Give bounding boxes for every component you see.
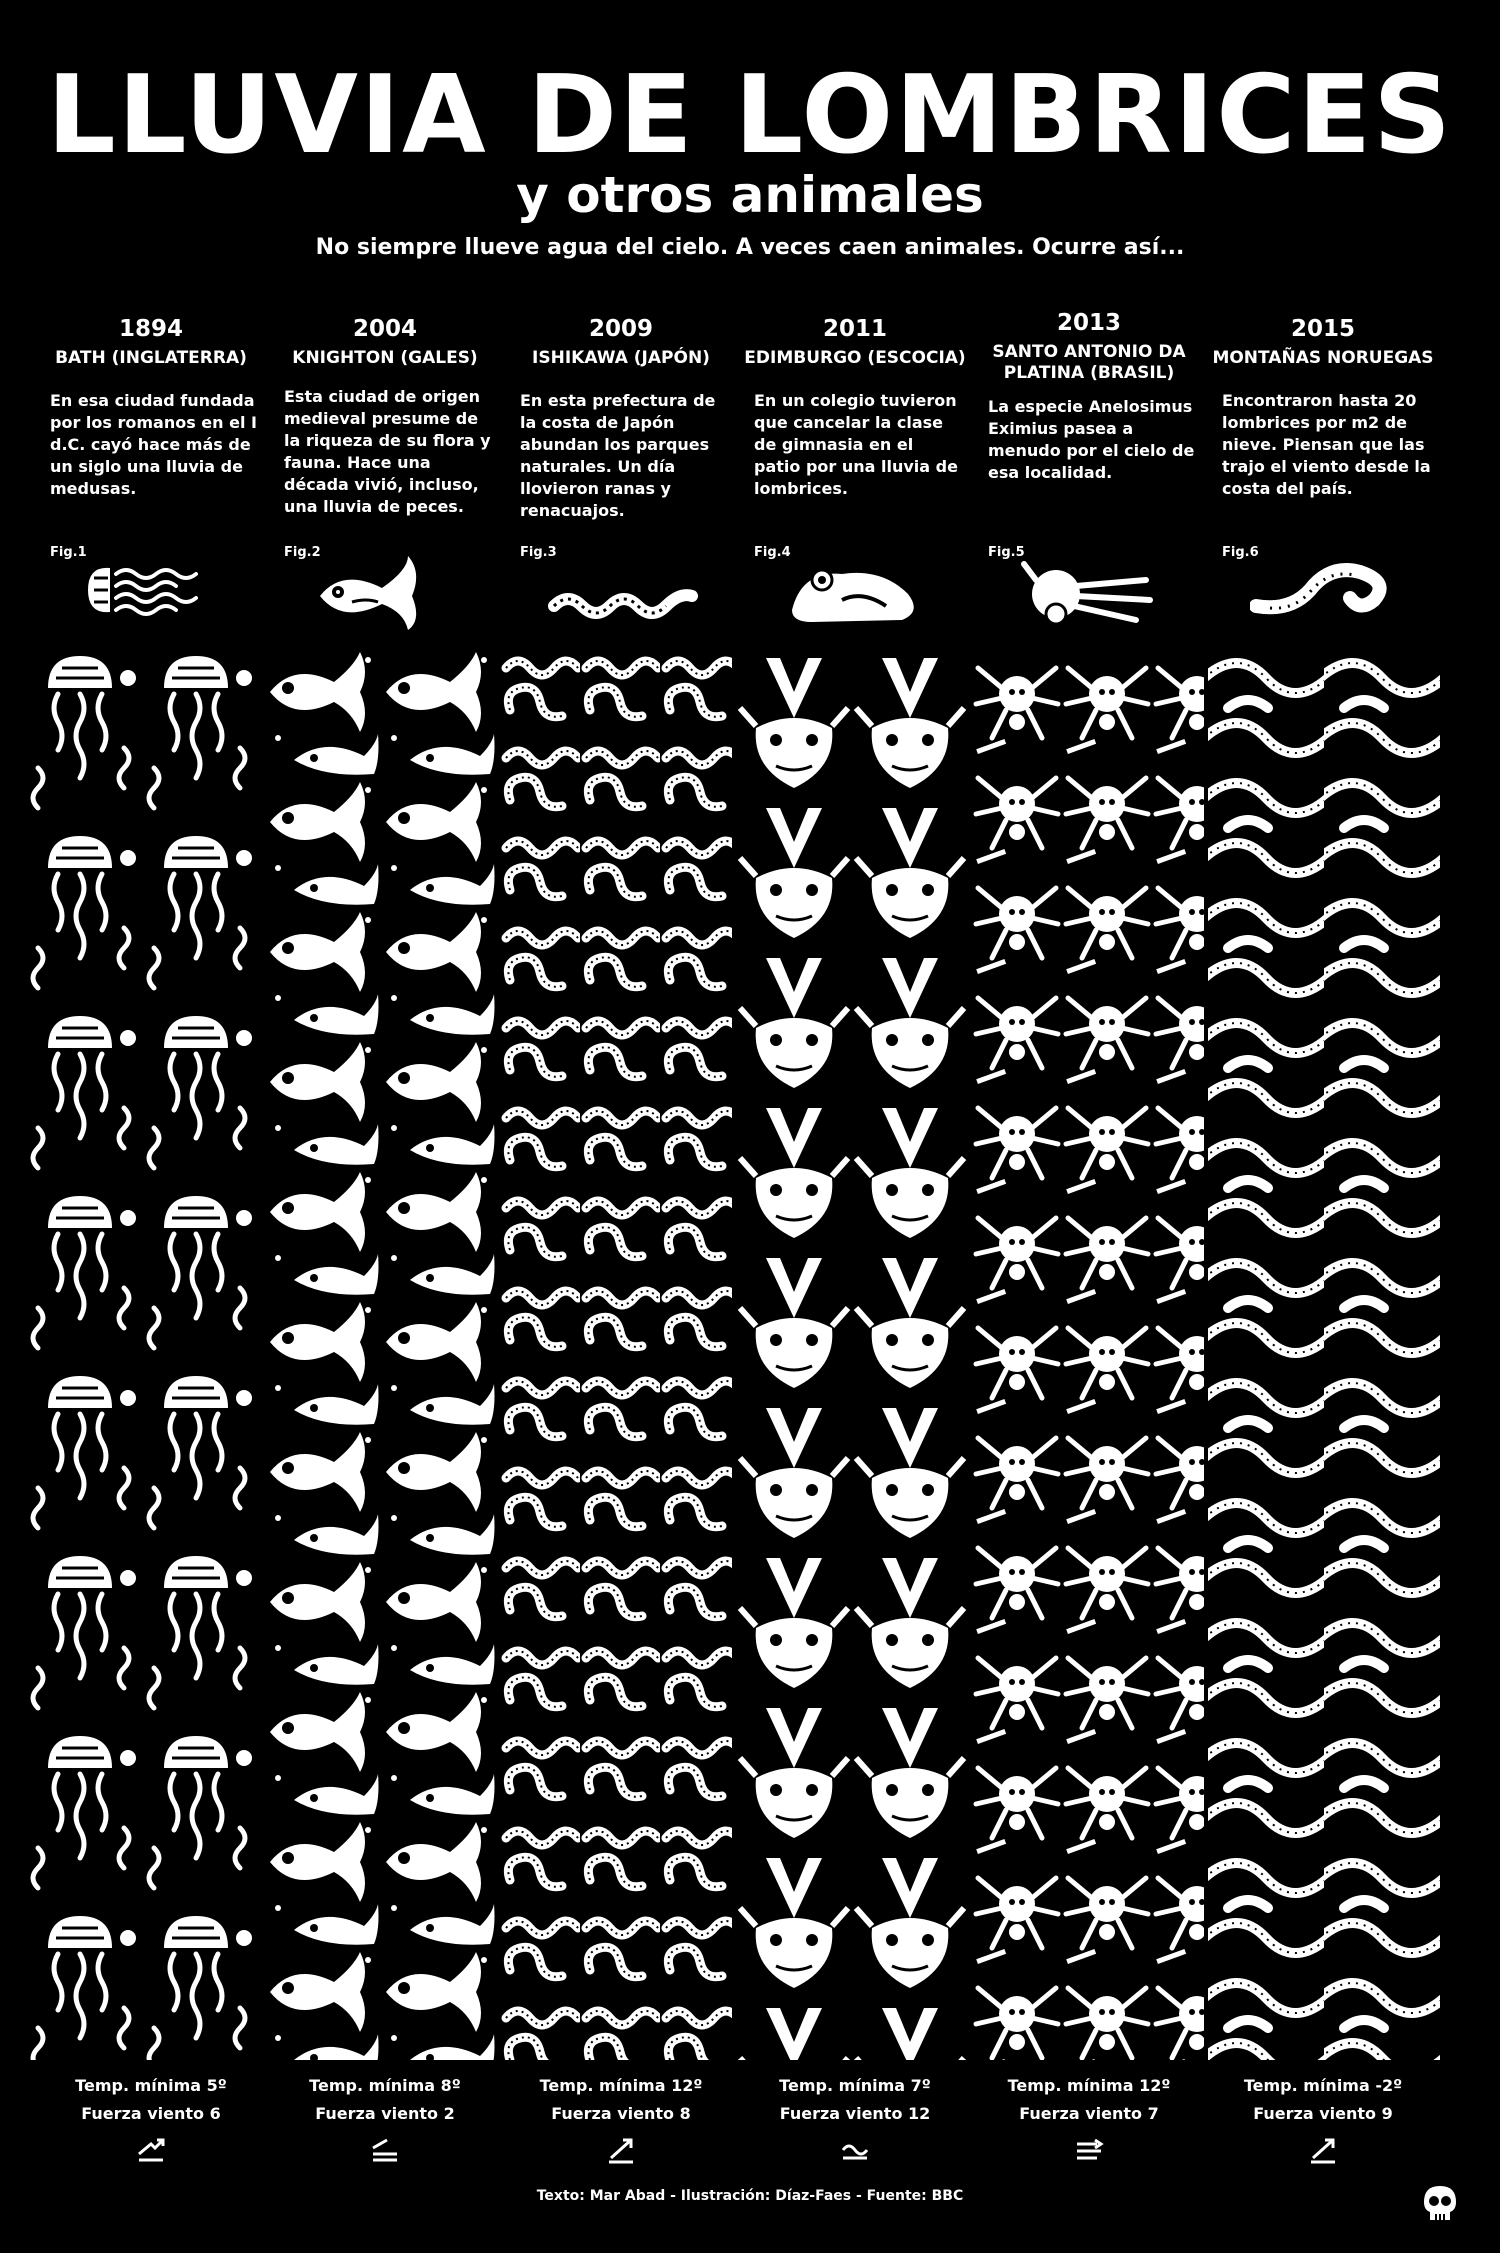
column-place: EDIMBURGO (ESCOCIA) — [744, 348, 966, 368]
column-stats — [742, 2072, 968, 2128]
min-temp: Temp. mínima 5º — [75, 2076, 227, 2095]
column-year: 1894 — [118, 316, 183, 342]
fish-icon — [312, 550, 462, 630]
page-subtitle: y otros animales — [516, 166, 984, 224]
column-text: En esa ciudad fundada por los romanos en el I d.C. cayó hace más de un siglo una lluvia de medusas. — [50, 391, 257, 498]
column-year: 2013 — [1056, 310, 1121, 336]
tadpole-icon — [548, 550, 698, 630]
figure-label: Fig.5 — [988, 545, 1025, 560]
column-place: SANTO ANTONIO DA PLATINA (BRASIL) — [992, 342, 1186, 384]
column-place: ISHIKAWA (JAPÓN) — [532, 348, 710, 368]
min-temp: Temp. mínima 12º — [539, 2076, 703, 2095]
min-temp: Temp. mínima -2º — [1243, 2076, 1403, 2095]
worm-pattern-strip — [1208, 648, 1440, 2060]
spider-icon — [1016, 550, 1166, 630]
figure-label: Fig.3 — [520, 545, 557, 560]
column-stats — [976, 2072, 1202, 2128]
fish-pattern-strip — [264, 648, 496, 2060]
page-lead: No siempre llueve agua del cielo. A veces caen animales. Ocurre así... — [315, 235, 1185, 260]
page-title: LLUVIA DE LOMBRICES — [46, 53, 1454, 178]
spider-pattern-strip — [972, 648, 1204, 2060]
jellyfish-pattern-strip — [28, 648, 260, 2060]
wind-icon — [1210, 2136, 1436, 2168]
wind-icon — [976, 2136, 1202, 2168]
figure-label: Fig.6 — [1222, 545, 1259, 560]
column-text: Encontraron hasta 20 lombrices por m2 de nieve. Piensan que las trajo el viento desde la costa del país. — [1222, 391, 1431, 498]
worm-icon — [1250, 550, 1400, 630]
column-stats — [508, 2072, 734, 2128]
min-temp: Temp. mínima 7º — [779, 2076, 931, 2095]
jellyfish-icon — [78, 550, 228, 630]
wind-icon — [508, 2136, 734, 2168]
figure-label: Fig.2 — [284, 545, 321, 560]
wind-force: Fuerza viento 12 — [779, 2104, 931, 2123]
credits: Texto: Mar Abad - Ilustración: Díaz-Faes - Fuente: BBC — [536, 2188, 964, 2204]
frog-pattern-strip — [736, 648, 968, 2060]
frog-icon — [782, 550, 932, 630]
min-temp: Temp. mínima 8º — [309, 2076, 461, 2095]
wind-icon — [742, 2136, 968, 2168]
column-year: 2011 — [822, 316, 887, 342]
column-year: 2004 — [352, 316, 417, 342]
column-year: 2009 — [588, 316, 653, 342]
wind-force: Fuerza viento 9 — [1253, 2104, 1393, 2123]
figure-label: Fig.4 — [754, 545, 791, 560]
wind-icon — [38, 2136, 264, 2168]
column-place: KNIGHTON (GALES) — [292, 348, 478, 368]
wind-icon — [272, 2136, 498, 2168]
column-stats — [38, 2072, 264, 2128]
column-text: En un colegio tuvieron que cancelar la clase de gimnasia en el patio por una lluvia de lombrices. — [754, 391, 958, 498]
column-stats — [272, 2072, 498, 2128]
column-place: BATH (INGLATERRA) — [55, 348, 247, 368]
wind-force: Fuerza viento 7 — [1019, 2104, 1159, 2123]
wind-force: Fuerza viento 2 — [315, 2104, 455, 2123]
tadpole-pattern-strip — [500, 648, 732, 2060]
min-temp: Temp. mínima 12º — [1007, 2076, 1171, 2095]
wind-force: Fuerza viento 8 — [551, 2104, 691, 2123]
wind-force: Fuerza viento 6 — [81, 2104, 221, 2123]
column-stats — [1210, 2072, 1436, 2128]
skull-icon — [1418, 2184, 1462, 2224]
column-text: La especie Anelosimus Eximius pasea a menudo por el cielo de esa localidad. — [988, 397, 1195, 482]
column-text: En esta prefectura de la costa de Japón abundan los parques naturales. Un día llovieron ranas y renacuajos. — [520, 391, 716, 520]
column-text: Esta ciudad de origen medieval presume de la riqueza de su flora y fauna. Hace una década vivió, incluso, una lluvia de peces. — [284, 387, 491, 516]
figure-label: Fig.1 — [50, 545, 87, 560]
column-year: 2015 — [1290, 316, 1355, 342]
column-place: MONTAÑAS NORUEGAS — [1212, 348, 1434, 368]
